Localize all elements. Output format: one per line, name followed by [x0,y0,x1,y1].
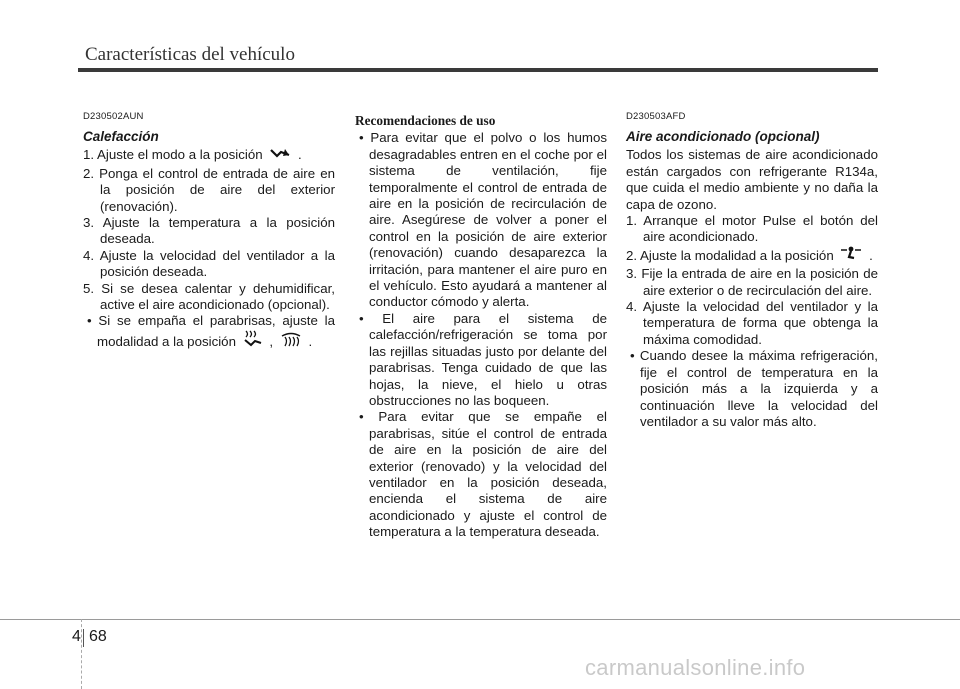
floor-mode-icon [269,147,291,165]
header-rule [78,68,878,72]
list-item: 4. Ajuste la velocidad del ventilador a la posición deseada. [83,247,335,280]
list-item: 1. Arranque el motor Pulse el botón del aire acondicionado. [626,213,878,245]
page-header-title: Características del vehículo [85,44,295,65]
bullet-item: • Para evitar que se empañe el parabrisas, sitúe el control de entrada de aire en la posición de aire del exterior (renovado) y la velocidad del ventilador en la posición deseada, encienda el sistema de aire acondicionado y ajuste el control de temperatura a la temperatura deseada. [359,409,607,540]
list-item: 2. Ponga el control de entrada de aire en la posición de aire del exterior (renovación). [83,165,335,214]
defrost-mode-icon [280,332,302,352]
list-item: 4. Ajuste la velocidad del ventilador y la temperatura de forma que obtenga la máxima comodidad. [626,299,878,347]
list-item: 3. Fije la entrada de aire en la posición de aire exterior o de recirculación del aire. [626,266,878,298]
item-text: 2. Ajuste la modalidad a la posición [626,247,834,263]
item-tail: . [865,247,873,263]
bullet-item: • Cuando desee la máxima refrigeración, fije el control de temperatura en la posición más a la izquierda y a continuación lleve la velocidad del ventilador a su valor más alto. [630,348,878,429]
bullet-tail: . [304,333,313,349]
bullet-item [83,313,335,352]
list-item [83,147,335,165]
section-heading: Calefacción [83,129,159,144]
chapter-number: 4 [72,628,81,645]
bullet-item: • Para evitar que el polvo o los humos desagradables entren en el coche por el sistema de ventilación, fije temporalmente el control de entrada de aire en la posición de recirculación de aire. Asegúrese de volver a poner el control en la posición de aire exterior (renovación) cuando desaparezca la irritación, para mantener el aire puro en el vehículo. Esto ayudará a mantener al conductor cómodo y alerta. [359,130,607,310]
item-tail: . [294,147,302,163]
bullet-text: • Si se empaña el parabrisas, ajuste la modalidad a la posición [87,313,335,349]
list-item [626,246,878,266]
footer-rule [0,619,960,620]
item-text: 1. Ajuste el modo a la posición [83,147,263,163]
bullet-sep: , [265,333,274,349]
page-number-divider [83,629,84,647]
section-code: D230502AUN [83,111,144,122]
section-code: D230503AFD [626,111,686,122]
watermark: carmanualsonline.info [585,655,806,680]
column-heating [83,108,335,352]
column-usage-tips [355,108,607,541]
intro-paragraph: Todos los sistemas de aire acondicionado están cargados con refrigerante R134a, que cuida el medio ambiente y no daña la capa de ozono. [626,147,878,212]
floor-defrost-mode-icon [243,330,263,352]
list-item: 3. Ajuste la temperatura a la posición deseada. [83,215,335,247]
face-vent-mode-icon [840,246,862,266]
list-item: 5. Si se desea calentar y dehumidificar, active el aire acondicionado (opcional). [83,280,335,313]
page-number: 68 [89,628,107,645]
section-heading: Aire acondicionado (opcional) [626,129,820,144]
column-air-conditioning [626,108,878,430]
section-heading: Recomendaciones de uso [355,113,496,128]
bullet-item: • El aire para el sistema de calefacción/refrigeración se toma por las rejillas situadas justo por delante del parabrisas. Tenga cuidado de que las hojas, la nieve, el hielo u otras obstrucciones no las boqueen. [359,310,607,408]
